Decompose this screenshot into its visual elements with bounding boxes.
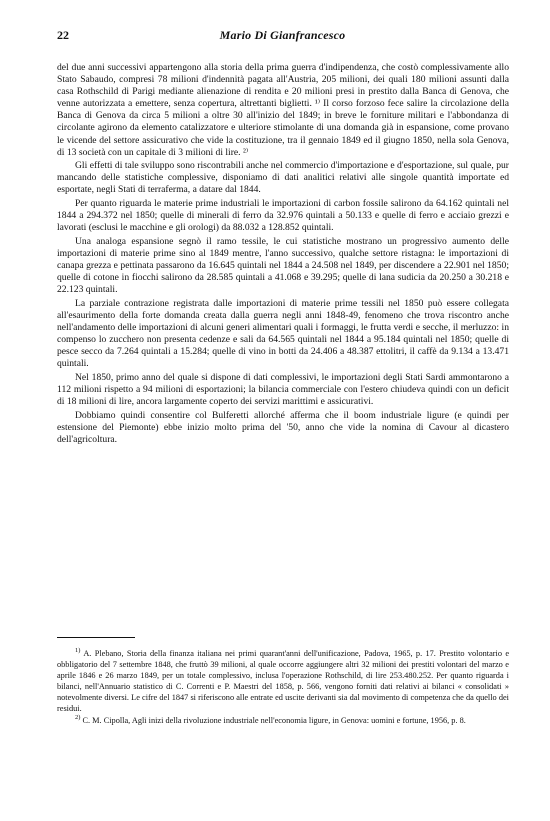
running-head: Mario Di Gianfrancesco xyxy=(219,28,346,42)
paragraph: Una analoga espansione segnò il ramo tessile, le cui statistiche mostrano un progressivo aumento delle importazioni di materie prime sino al 1849 mentre, l'anno successivo, qualche settore ristagna: le importazioni di canapa grezza e pettinata passarono da 16.645 quintali nel 1844 a 24.508 nel 1849, per discendere a 22.901 nel 1850; quelle di cotone in fiocchi salirono da 28.585 quintali a 41.068 e 39.295; quelle di lana sudicia da 20.250 a 30.218 e 22.123 quintali. xyxy=(57,235,509,296)
footnote-divider xyxy=(57,637,135,638)
footnotes xyxy=(57,649,509,729)
body-text xyxy=(57,62,509,447)
page-header xyxy=(57,28,508,46)
footnote-mark: 2) xyxy=(75,714,81,722)
paragraph: La parziale contrazione registrata dalle importazioni di materie prime tessili nel 1850 può essere collegata all'esaurimento della forte domanda creata dalla guerra negli anni 1848-49, fenomeno che trova riscontro anche nell'andamento delle importazioni di alcuni generi alimentari quali i formaggi, le frutta verdi e secche, il merluzzo: in compenso lo zucchero non presenta cedenze e sali da 64.565 quintali nel 1844 a 95.184 quintali nel 1850; quelle di pesce secco da 7.264 quintali a 15.284; quelle di vino in botti da 24.406 a 48.387 ettolitri, il caffè da 9.134 a 13.471 quintali. xyxy=(57,297,509,370)
paragraph: del due anni successivi appartengono alla storia della prima guerra d'indipendenza, che costò complessivamente allo Stato Sabaudo, compresi 78 milioni d'indennità pagata all'Austria, 205 milioni, dei quali 180 milioni assunti dalla casa Rothschild di Parigi mediante alienazione di rendita e 20 milioni presi in prestito dalla Banca di Genova, che venne autorizzata a emettere, senza copertura, altrettanti biglietti. ¹⁾ Il corso forzoso fece salire la circolazione della Banca di Genova da circa 5 milioni a oltre 30 all'inizio del 1849; in breve le forniture militari e l'abbondanza di circolante agirono da elemento catalizzatore e ulteriore stimolante di una domanda già in espansione, come provano le vicende del settore assicurativo che vide la costituzione, tra il gennaio 1849 ed il giugno 1850, nella sola Genova, di 13 società con un capitale di 3 milioni di lire. ²⁾ xyxy=(57,62,509,158)
paragraph: Dobbiamo quindi consentire col Bulferetti allorché afferma che il boom industriale ligure (e quindi per estensione del Piemonte) ebbe inizio molto prima del '50, anno che vide la nomina di Cavour al dicastero dell'agricoltura. xyxy=(57,409,509,445)
footnote-mark: 1) xyxy=(75,647,81,655)
paragraph: Per quanto riguarda le materie prime industriali le importazioni di carbon fossile salirono da 64.162 quintali nel 1844 a 294.372 nel 1850; quelle di minerali di ferro da 32.976 quintali a 50.133 e quelle di ferro e acciaio grezzi e lavorati (esclusi le macchine e gli orologi) da 88.032 a 128.852 quintali. xyxy=(57,198,509,234)
paragraph: Nel 1850, primo anno del quale si dispone di dati complessivi, le importazioni degli Stati Sardi ammontarono a 112 milioni rispetto a 94 milioni di esportazioni; la bilancia commerciale con l'estero chiudeva quindi con un deficit di 18 milioni di lire, ancora largamente coperto dei servizi marittimi e assicurativi. xyxy=(57,371,509,408)
footnote xyxy=(57,716,509,727)
footnote xyxy=(57,649,509,714)
paragraph: Gli effetti di tale sviluppo sono riscontrabili anche nel commercio d'importazione e d'esportazione, sul quale, pur mancando delle statistiche complessive, disponiamo di dati analitici relativi alle singole quantità importate ed esportate, negli Stati di terraferma, a datare dal 1844. xyxy=(57,160,509,196)
footnote-text: C. M. Cipolla, Agli inizi della rivoluzione industriale nell'economia ligure, in Genova: uomini e fortune, 1956, p. 8. xyxy=(82,716,466,726)
footnote-text: A. Plebano, Storia della finanza italiana nei primi quarant'anni dell'unificazione, Padova, 1965, p. 17. Prestito volontario e obbligatorio del 7 settembre 1848, che fruttò 39 milioni, al quale occorre aggiungere altri 32 milioni dei prestiti volontari del marzo e aprile 1846 e 26 marzo 1849, per un totale complessivo, inclusa l'operazione Rothschild, di lire 253.480.252. Per quanto riguarda i bilanci, nell'Annuario statistico di C. Correnti e P. Maestri del 1858, p. 566, vengono forniti dati relativi ai bilanci « consolidati » notevolmente diversi. Le cifre del 1847 si riferiscono alle entrate ed uscite derivanti sia dal movimento di competenza che da quello dei residui. xyxy=(57,649,509,713)
page-number: 22 xyxy=(57,28,69,42)
